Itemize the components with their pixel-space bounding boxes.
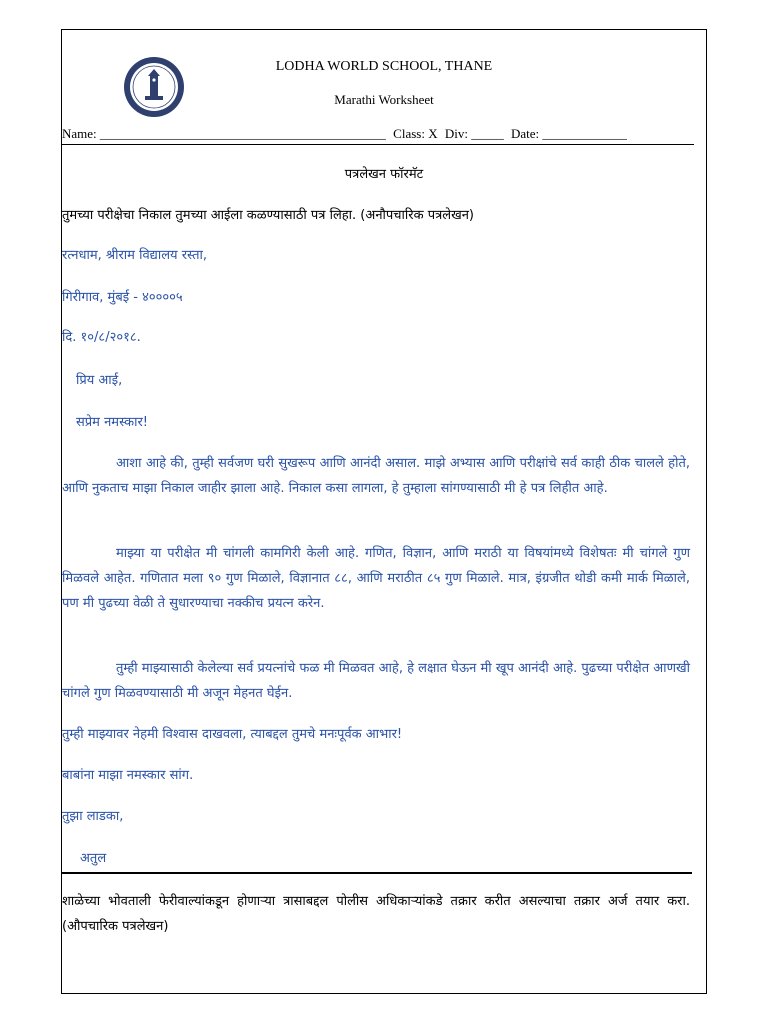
closing-line: तुझा लाडका, [62, 809, 124, 824]
question-1: तुमच्या परीक्षेचा निकाल तुमच्या आईला कळण्यासाठी पत्र लिहा. (अनौपचारिक पत्रलेखन) [62, 208, 474, 223]
section-divider [62, 872, 692, 874]
letter-paragraph-3: तुम्ही माझ्यासाठी केलेल्या सर्व प्रयत्नांचे फळ मी मिळवत आहे, हे लक्षात घेऊन मी खूप आनंदी आहे. पुढच्या परीक्षेत आणखी चांगले गुण मिळवण्यासाठी मी अजून मेहनत घेईन. [62, 661, 690, 701]
student-info-row [62, 126, 702, 142]
question-2: शाळेच्या भोवताली फेरीवाल्यांकडून होणाऱ्या त्रासाबद्दल पोलीस अधिकाऱ्यांकडे तक्रार करीत असल्याचा तक्रार अर्ज तयार करा. (औपचारिक पत्रलेखन) [62, 894, 690, 934]
div-field: Div: _____ [444, 126, 504, 141]
address-line-1: रत्नधाम, श्रीराम विद्यालय रस्ता, [62, 248, 208, 263]
letter-date: दि. १०/८/२०१८. [62, 330, 141, 345]
letter-paragraph-2: माझ्या या परीक्षेत मी चांगली कामगिरी केली आहे. गणित, विज्ञान, आणि मराठी या विषयांमध्ये विशेषतः मी चांगले गुण मिळवले आहेत. गणितात मला ९० गुण मिळाले, विज्ञानात ८८, आणि मराठीत ८५ गुण मिळाले. मात्र, इंग्रजीत थोडी कमी मार्क मिळाले, पण मी पुढच्या वेळी ते सुधारण्याचा नक्कीच प्रयत्न करेन. [62, 546, 690, 611]
letter-paragraph-1: आशा आहे की, तुम्ही सर्वजण घरी सुखरूप आणि आनंदी असाल. माझे अभ्यास आणि परीक्षांचे सर्व काही ठीक चालले होते, आणि नुकताच माझा निकाल जाहीर झाला आहे. निकाल कसा लागला, हे तुम्हाला सांगण्यासाठी मी हे पत्र लिहीत आहे. [62, 456, 690, 496]
class-field: Class: X [393, 126, 438, 141]
header-divider [62, 144, 694, 145]
school-name: LODHA WORLD SCHOOL, THANE [275, 59, 493, 74]
thanks-line: तुम्ही माझ्यावर नेहमी विश्वास दाखवला, त्याबद्दल तुमचे मनःपूर्वक आभार! [62, 727, 403, 742]
date-field: Date: _____________ [510, 126, 627, 141]
worksheet-subject: Marathi Worksheet [334, 92, 434, 107]
greeting: सप्रेम नमस्कार! [76, 415, 149, 430]
salutation: प्रिय आई, [76, 373, 123, 388]
name-field: Name: ____________________________________________ [62, 126, 386, 141]
address-line-2: गिरीगाव, मुंबई - ४००००५ [62, 290, 183, 305]
section-heading: पत्रलेखन फॉरमॅट [344, 167, 424, 182]
signature: अतुल [80, 851, 107, 866]
regards-line: बाबांना माझा नमस्कार सांग. [62, 768, 194, 783]
